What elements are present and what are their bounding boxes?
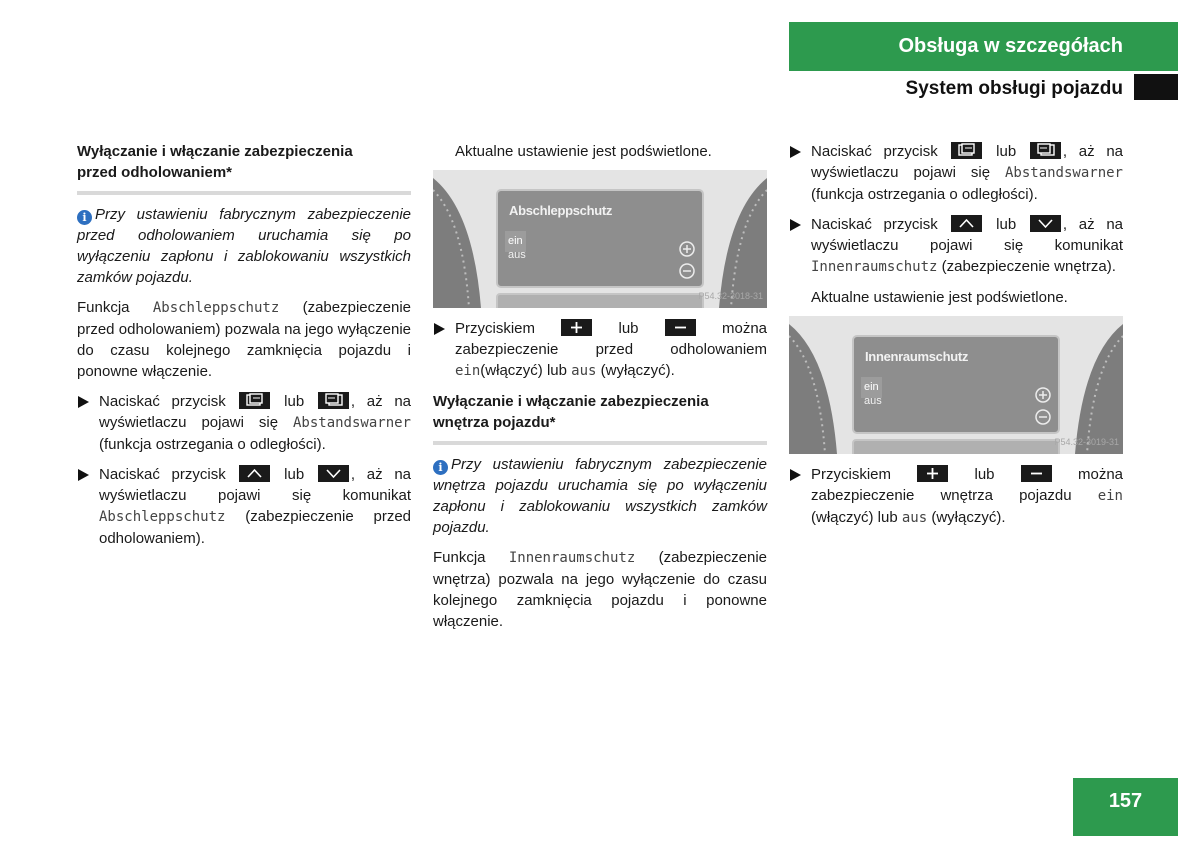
display-figure — [789, 316, 1123, 454]
bullet-text: , aż na wyświetlaczu pojawi się — [99, 393, 412, 431]
bullet-text: lub — [974, 466, 995, 483]
bullet-triangle-icon — [790, 469, 801, 481]
page-back-key-icon — [1030, 142, 1061, 159]
bullet-triangle-icon — [434, 323, 445, 335]
bullet-triangle-icon — [790, 219, 801, 231]
code-term: ein — [1097, 488, 1123, 504]
page-back-key-icon — [318, 392, 349, 409]
display-option-aus: aus — [508, 249, 526, 261]
bullet-text: lub — [284, 466, 305, 483]
code-term: ein — [455, 363, 481, 379]
list-item — [77, 464, 411, 549]
bullet-text: lub — [618, 320, 639, 337]
display-figure — [433, 170, 767, 308]
paragraph — [433, 547, 767, 632]
minus-key-icon — [665, 319, 696, 336]
page-forward-key-icon — [239, 392, 270, 409]
bullet-text: Przyciskiem — [455, 320, 536, 337]
subsection-title: System obsługi pojazdu — [905, 78, 1123, 99]
up-arrow-key-icon — [239, 465, 270, 482]
up-arrow-key-icon — [951, 215, 982, 232]
down-arrow-key-icon — [1030, 215, 1061, 232]
heading-interior-protection — [433, 391, 767, 433]
column-2 — [433, 141, 767, 641]
bullet-text: Naciskać przycisk — [99, 466, 226, 483]
heading-line-1: Wyłączanie i włączanie zabezpieczenia — [433, 393, 709, 410]
info-icon: i — [77, 210, 92, 225]
bullet-text: , aż na wyświetlaczu pojawi się komunikat — [99, 466, 412, 504]
list-item — [77, 391, 411, 455]
code-term: Abschleppschutz — [152, 300, 280, 316]
bullet-triangle-icon — [78, 469, 89, 481]
minus-key-icon — [1021, 465, 1052, 482]
info-note-text: Przy ustawieniu fabrycznym zabezpieczenie wnętrza pojazdu uruchamia się po wyłączeniu zapłonu i zablokowaniu wszystkich zamków pojazdu. — [433, 456, 767, 536]
bullet-text: Naciskać przycisk — [811, 216, 938, 233]
bullet-text: Naciskać przycisk — [99, 393, 226, 410]
display-title: Abschleppschutz — [509, 203, 613, 218]
display-option-aus: aus — [864, 395, 882, 407]
bullet-text: , aż na wyświetlaczu pojawi się — [811, 143, 1124, 181]
para-text: Funkcja — [433, 549, 486, 566]
bullet-text: (wyłączyć). — [600, 362, 675, 379]
code-term: Innenraumschutz — [811, 259, 938, 275]
code-term: Innenraumschutz — [508, 550, 636, 566]
heading-rule — [433, 441, 767, 445]
down-arrow-key-icon — [318, 465, 349, 482]
bullet-text: (funkcja ostrzegania o odległości). — [811, 186, 1038, 203]
header-marker — [1134, 74, 1178, 100]
page-number-text: 157 — [1108, 790, 1143, 812]
info-note — [77, 204, 411, 288]
section-title: Obsługa w szczegółach — [898, 35, 1123, 57]
bullet-text: lub — [996, 216, 1017, 233]
heading-rule — [77, 191, 411, 195]
bullet-triangle-icon — [78, 396, 89, 408]
display-title: Innenraumschutz — [865, 349, 969, 364]
bullet-text: Przyciskiem — [811, 466, 892, 483]
info-note-text: Przy ustawieniu fabrycznym zabezpieczenie przed odholowaniem uruchamia się po wyłączeniu zapłonu i zablokowaniu wszystkich zamków pojazdu. — [77, 206, 411, 286]
para-text: Funkcja — [77, 299, 130, 316]
code-term: aus — [571, 363, 597, 379]
intro-text: Aktualne ustawienie jest podświetlone. — [455, 143, 712, 160]
bullet-text: (włączyć) lub — [480, 362, 567, 379]
heading-line-2: wnętrza pojazdu* — [433, 414, 556, 431]
bullet-text: (zabezpieczenie przed odholowaniem). — [99, 508, 412, 547]
bullet-text: (zabezpieczenie wnętrza). — [941, 258, 1116, 275]
section-header — [789, 22, 1178, 71]
bullet-text: można zabezpieczenie wnętrza pojazdu — [811, 466, 1124, 504]
bullet-text: Naciskać przycisk — [811, 143, 938, 160]
bullet-text: (funkcja ostrzegania o odległości). — [99, 436, 326, 453]
list-item — [789, 141, 1123, 205]
code-term: Abschleppschutz — [99, 509, 226, 525]
bullet-text: można zabezpieczenie przed odholowaniem — [455, 320, 768, 358]
info-note — [433, 454, 767, 538]
para-text: (zabezpieczenie wnętrza) pozwala na jego wyłączenie do czasu kolejnego zamknięcia pojazdu i ponowne włączenie. — [433, 549, 767, 630]
para-text: (zabezpieczenie przed odholowaniem) pozwala na jego wyłączenie do czasu kolejnego zamknięcia pojazdu i ponowne włączenie. — [77, 299, 411, 380]
bullet-text: (wyłączyć). — [931, 509, 1006, 526]
list-item — [789, 214, 1123, 278]
bullet-text: lub — [996, 143, 1017, 160]
plus-key-icon — [917, 465, 948, 482]
bullet-triangle-icon — [790, 146, 801, 158]
bullet-text: (włączyć) lub — [811, 509, 898, 526]
list-item — [433, 318, 767, 382]
page-number — [1073, 778, 1178, 836]
column-1 — [77, 141, 411, 558]
heading-tow-protection — [77, 141, 411, 183]
column-3 — [789, 141, 1123, 538]
figure-code: P54.32-3018-31 — [698, 291, 763, 301]
code-term: Abstandswarner — [292, 415, 411, 431]
code-term: Abstandswarner — [1004, 165, 1123, 181]
code-term: aus — [901, 510, 928, 526]
display-option-ein: ein — [505, 231, 526, 252]
figure-code: P54.32-3019-31 — [1054, 437, 1119, 447]
info-icon: i — [433, 460, 448, 475]
heading-line-2: przed odholowaniem* — [77, 164, 233, 181]
page-forward-key-icon — [951, 142, 982, 159]
display-option-ein: ein — [861, 377, 882, 398]
plus-key-icon — [561, 319, 592, 336]
intro-text: Aktualne ustawienie jest podświetlone. — [811, 289, 1068, 306]
bullet-text: , aż na wyświetlaczu pojawi się komunikat — [811, 216, 1124, 254]
bullet-text: lub — [284, 393, 305, 410]
paragraph — [77, 297, 411, 382]
list-item — [789, 464, 1123, 529]
heading-line-1: Wyłączanie i włączanie zabezpieczenia — [77, 143, 353, 160]
